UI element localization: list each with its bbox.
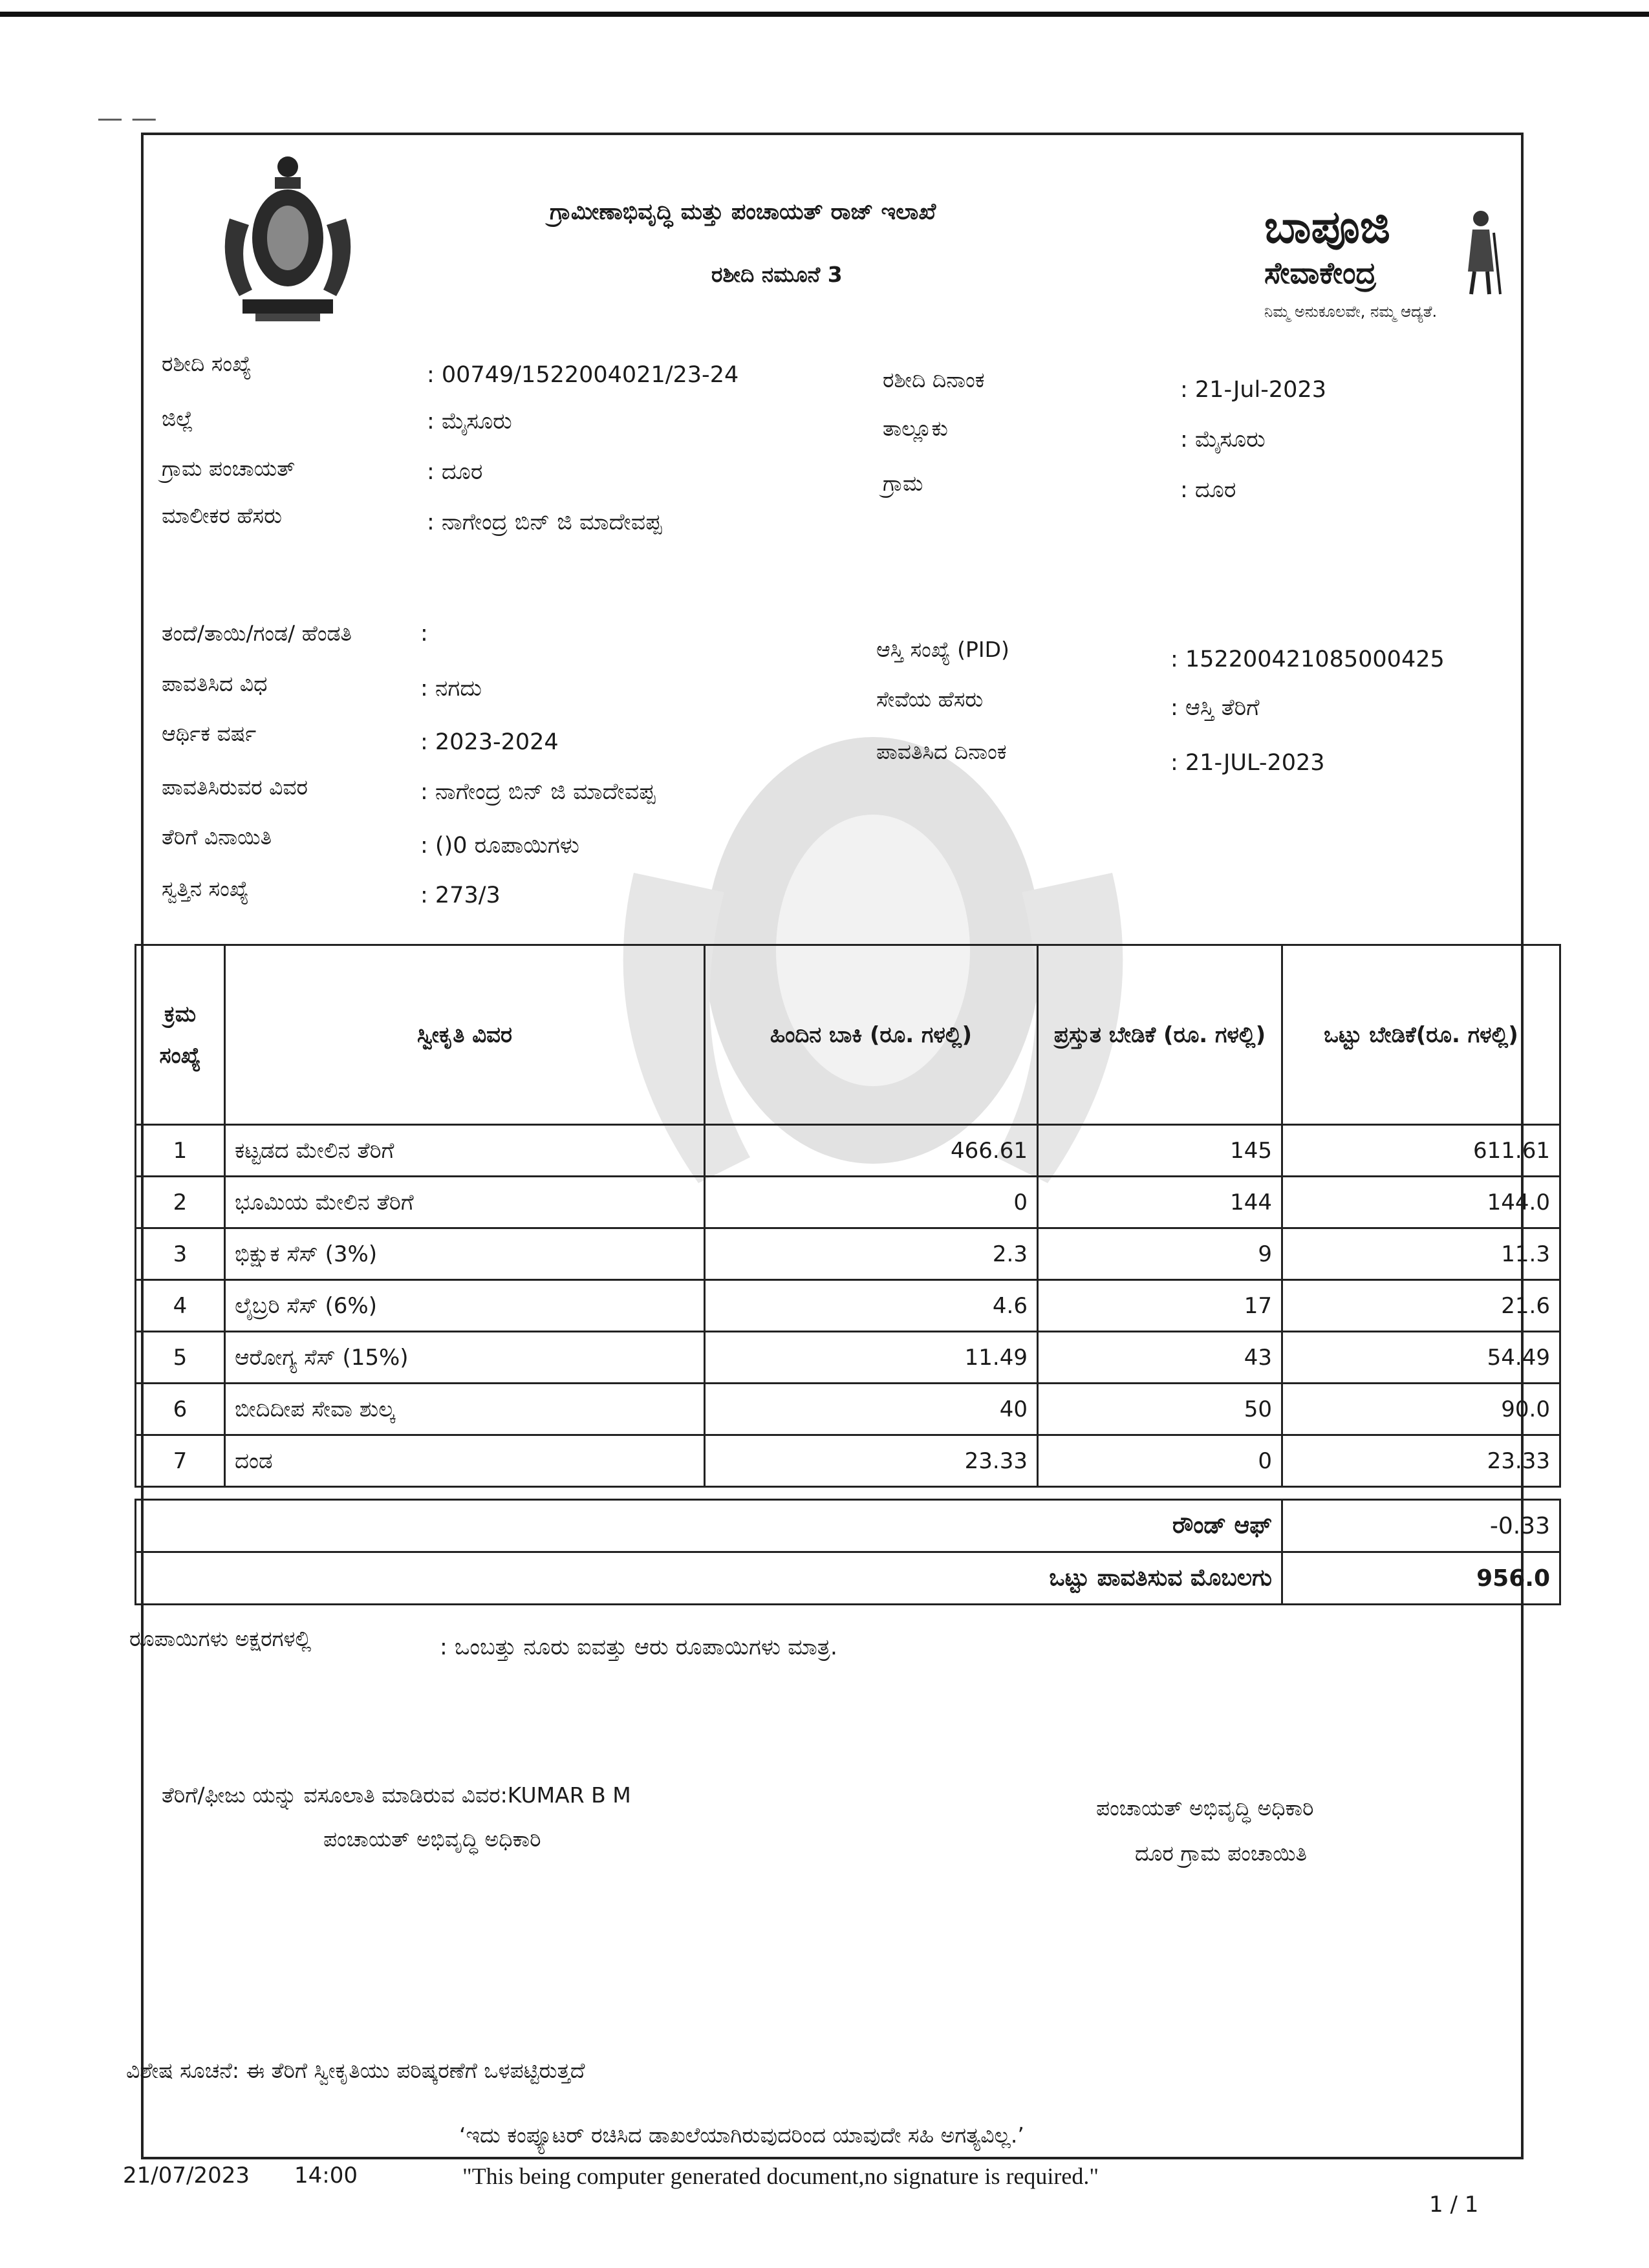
row-description: ಬೀದಿದೀಪ ಸೇವಾ ಶುಲ್ಕ: [225, 1384, 705, 1435]
table-row: [136, 1435, 1560, 1487]
taluk-label: ತಾಲ್ಲೂಕು: [883, 416, 948, 441]
row-description: ಭಿಕ್ಷುಕ ಸೆಸ್ (3%): [225, 1228, 705, 1280]
relation-value: :: [420, 621, 428, 647]
row-description: ಕಟ್ಟಡದ ಮೇಲಿನ ತೆರಿಗೆ: [225, 1125, 705, 1177]
state-emblem-icon: [210, 147, 365, 325]
amount-words-value: : ಒಂಬತ್ತು ನೂರು ಐವತ್ತು ಆರು ರೂಪಾಯಿಗಳು ಮಾತ್ರ.: [440, 1634, 837, 1660]
tax-exemption-value: : ()0 ರೂಪಾಯಿಗಳು: [420, 833, 579, 859]
scan-mark: — —: [97, 103, 157, 133]
form-title: ರಶೀದಿ ನಮೂನೆ 3: [711, 262, 843, 287]
table-row: [136, 1125, 1560, 1177]
receipt-date-label: ರಶೀದಿ ದಿನಾಂಕ: [883, 367, 985, 392]
roundoff-row: [136, 1500, 1560, 1552]
row-serial: 1: [136, 1125, 225, 1177]
row-previous-balance: 466.61: [705, 1125, 1038, 1177]
village-label: ಗ್ರಾಮ: [883, 471, 923, 496]
table-row: [136, 1177, 1560, 1228]
row-serial: 7: [136, 1435, 225, 1487]
collector-designation: ಪಂಚಾಯತ್ ಅಭಿವೃದ್ಧಿ ಅಧಿಕಾರಿ: [323, 1826, 541, 1852]
table-row: [136, 1332, 1560, 1384]
row-total-demand: 54.49: [1282, 1332, 1560, 1384]
footer-date: 21/07/2023: [123, 2163, 250, 2188]
page-number: 1 / 1: [1429, 2192, 1479, 2218]
col-previous-balance-header: ಹಿಂದಿನ ಬಾಕಿ (ರೂ. ಗಳಲ್ಲಿ): [705, 945, 1038, 1125]
row-current-demand: 50: [1038, 1384, 1282, 1435]
row-description: ದಂಡ: [225, 1435, 705, 1487]
special-note: ವಿಶೇಷ ಸೂಚನೆ: ಈ ತೆರಿಗೆ ಸ್ವೀಕೃತಿಯು ಪರಿಷ್ಕರಣೆಗೆ ಒಳಪಟ್ಟಿರುತ್ತದೆ: [126, 2058, 585, 2083]
gram-panchayat-value: : ದೂರ: [427, 459, 483, 485]
district-value: : ಮೈಸೂರು: [427, 409, 512, 434]
row-previous-balance: 23.33: [705, 1435, 1038, 1487]
pid-label: ಆಸ್ತಿ ಸಂಖ್ಯೆ (PID): [876, 637, 1009, 662]
row-total-demand: 23.33: [1282, 1435, 1560, 1487]
officer-designation: ಪಂಚಾಯತ್ ಅಭಿವೃದ್ಧಿ ಅಧಿಕಾರಿ: [1096, 1795, 1314, 1821]
village-value: : ದೂರ: [1180, 477, 1236, 503]
gram-panchayat-label: ಗ್ರಾಮ ಪಂಚಾಯತ್: [162, 456, 296, 481]
grand-total-value: 956.0: [1282, 1552, 1560, 1605]
payer-details-value: : ನಾಗೇಂದ್ರ ಬಿನ್ ಜಿ ಮಾದೇವಪ್ಪ: [420, 779, 656, 805]
district-label: ಜಿಲ್ಲೆ: [162, 406, 193, 431]
row-total-demand: 11.3: [1282, 1228, 1560, 1280]
col-current-demand-header: ಪ್ರಸ್ತುತ ಬೇಡಿಕೆ (ರೂ. ಗಳಲ್ಲಿ): [1038, 945, 1282, 1125]
service-name-label: ಸೇವೆಯ ಹೆಸರು: [876, 687, 984, 712]
row-serial: 2: [136, 1177, 225, 1228]
row-serial: 4: [136, 1280, 225, 1332]
taluk-value: : ಮೈಸೂರು: [1180, 427, 1266, 453]
row-serial: 6: [136, 1384, 225, 1435]
row-current-demand: 9: [1038, 1228, 1282, 1280]
paid-date-value: : 21-JUL-2023: [1170, 750, 1325, 776]
row-previous-balance: 11.49: [705, 1332, 1038, 1384]
row-total-demand: 611.61: [1282, 1125, 1560, 1177]
financial-year-value: : 2023-2024: [420, 729, 559, 755]
disclaimer-english: "This being computer generated document,no signature is required.": [462, 2163, 1099, 2189]
property-number-label: ಸ್ವತ್ತಿನ ಸಂಖ್ಯೆ: [162, 876, 249, 901]
payment-mode-label: ಪಾವತಿಸಿದ ವಿಧ: [162, 671, 268, 696]
owner-name-value: : ನಾಗೇಂದ್ರ ಬಿನ್ ಜಿ ಮಾದೇವಪ್ಪ: [427, 509, 662, 535]
row-serial: 5: [136, 1332, 225, 1384]
row-total-demand: 144.0: [1282, 1177, 1560, 1228]
row-previous-balance: 2.3: [705, 1228, 1038, 1280]
table-row: [136, 1228, 1560, 1280]
financial-year-label: ಆರ್ಥಿಕ ವರ್ಷ: [162, 721, 257, 746]
row-current-demand: 17: [1038, 1280, 1282, 1332]
tax-exemption-label: ತೆರಿಗೆ ವಿನಾಯಿತಿ: [162, 824, 272, 850]
service-name-value: : ಆಸ್ತಿ ತೆರಿಗೆ: [1170, 695, 1260, 721]
receipt-number-label: ರಶೀದಿ ಸಂಖ್ಯೆ: [162, 351, 252, 376]
grand-total-label: ಒಟ್ಟು ಪಾವತಿಸುವ ಮೊಬಲಗು: [136, 1552, 1282, 1605]
receipt-number-value: : 00749/1522004021/23-24: [427, 362, 739, 388]
property-number-value: : 273/3: [420, 883, 501, 908]
row-current-demand: 0: [1038, 1435, 1282, 1487]
footer-time: 14:00: [294, 2163, 358, 2188]
tax-table: [135, 944, 1561, 1488]
row-description: ಲೈಬ್ರರಿ ಸೆಸ್ (6%): [225, 1280, 705, 1332]
row-description: ಆರೋಗ್ಯ ಸೆಸ್ (15%): [225, 1332, 705, 1384]
collector-details: ತೆರಿಗೆ/ಫೀಜು ಯನ್ನು ವಸೂಲಾತಿ ಮಾಡಿರುವ ವಿವರ:KUMAR B M: [162, 1782, 631, 1808]
disclaimer-kannada: ‘ಇದು ಕಂಪ್ಯೂಟರ್ ರಚಿಸಿದ ಡಾಖಲೆಯಾಗಿರುವುದರಿಂದ ಯಾವುದೇ ಸಹಿ ಅಗತ್ಯವಿಲ್ಲ.’: [459, 2123, 1024, 2148]
row-previous-balance: 40: [705, 1384, 1038, 1435]
row-current-demand: 144: [1038, 1177, 1282, 1228]
officer-panchayat: ದೂರ ಗ್ರಾಮ ಪಂಚಾಯಿತಿ: [1135, 1841, 1308, 1866]
totals-table: [135, 1499, 1561, 1605]
pid-value: : 152200421085000425: [1170, 647, 1445, 672]
gandhi-figure-icon: [1458, 207, 1503, 297]
row-previous-balance: 0: [705, 1177, 1038, 1228]
relation-label: ತಂದೆ/ತಾಯಿ/ಗಂಡ/ ಹೆಂಡತಿ: [162, 621, 352, 646]
row-total-demand: 90.0: [1282, 1384, 1560, 1435]
amount-words-label: ರೂಪಾಯಿಗಳು ಅಕ್ಷರಗಳಲ್ಲಿ: [129, 1626, 312, 1651]
col-description-header: ಸ್ವೀಕೃತಿ ವಿವರ: [225, 945, 705, 1125]
col-serial-header: ಕ್ರಮ ಸಂಖ್ಯೆ: [136, 945, 225, 1125]
bapuji-logo: [1264, 200, 1510, 330]
roundoff-value: -0.33: [1282, 1500, 1560, 1552]
table-row: [136, 1280, 1560, 1332]
department-title: ಗ್ರಾಮೀಣಾಭಿವೃದ್ಧಿ ಮತ್ತು ಪಂಚಾಯತ್ ರಾಜ್ ಇಲಾಖೆ: [550, 199, 936, 225]
row-previous-balance: 4.6: [705, 1280, 1038, 1332]
payer-details-label: ಪಾವತಿಸಿರುವರ ವಿವರ: [162, 775, 308, 800]
logo-main-text: ಬಾಪೂಜಿ: [1264, 200, 1390, 253]
row-current-demand: 145: [1038, 1125, 1282, 1177]
col-total-demand-header: ಒಟ್ಟು ಬೇಡಿಕೆ(ರೂ. ಗಳಲ್ಲಿ): [1282, 945, 1560, 1125]
row-serial: 3: [136, 1228, 225, 1280]
row-total-demand: 21.6: [1282, 1280, 1560, 1332]
logo-sub-text: ಸೇವಾಕೇಂದ್ರ: [1264, 255, 1377, 290]
row-description: ಭೂಮಿಯ ಮೇಲಿನ ತೆರಿಗೆ: [225, 1177, 705, 1228]
payment-mode-value: : ನಗದು: [420, 676, 482, 701]
table-row: [136, 1384, 1560, 1435]
receipt-date-value: : 21-Jul-2023: [1180, 377, 1326, 403]
logo-tagline: ನಿಮ್ಮ ಅನುಕೂಲವೇ, ನಮ್ಮ ಆದ್ಯತೆ.: [1264, 303, 1438, 321]
table-header-row: [136, 945, 1560, 1125]
owner-name-label: ಮಾಲೀಕರ ಹೆಸರು: [162, 503, 283, 528]
paid-date-label: ಪಾವತಿಸಿದ ದಿನಾಂಕ: [876, 739, 1007, 764]
scan-top-edge: [0, 12, 1649, 17]
grand-total-row: [136, 1552, 1560, 1605]
row-current-demand: 43: [1038, 1332, 1282, 1384]
roundoff-label: ರೌಂಡ್ ಆಫ್: [136, 1500, 1282, 1552]
